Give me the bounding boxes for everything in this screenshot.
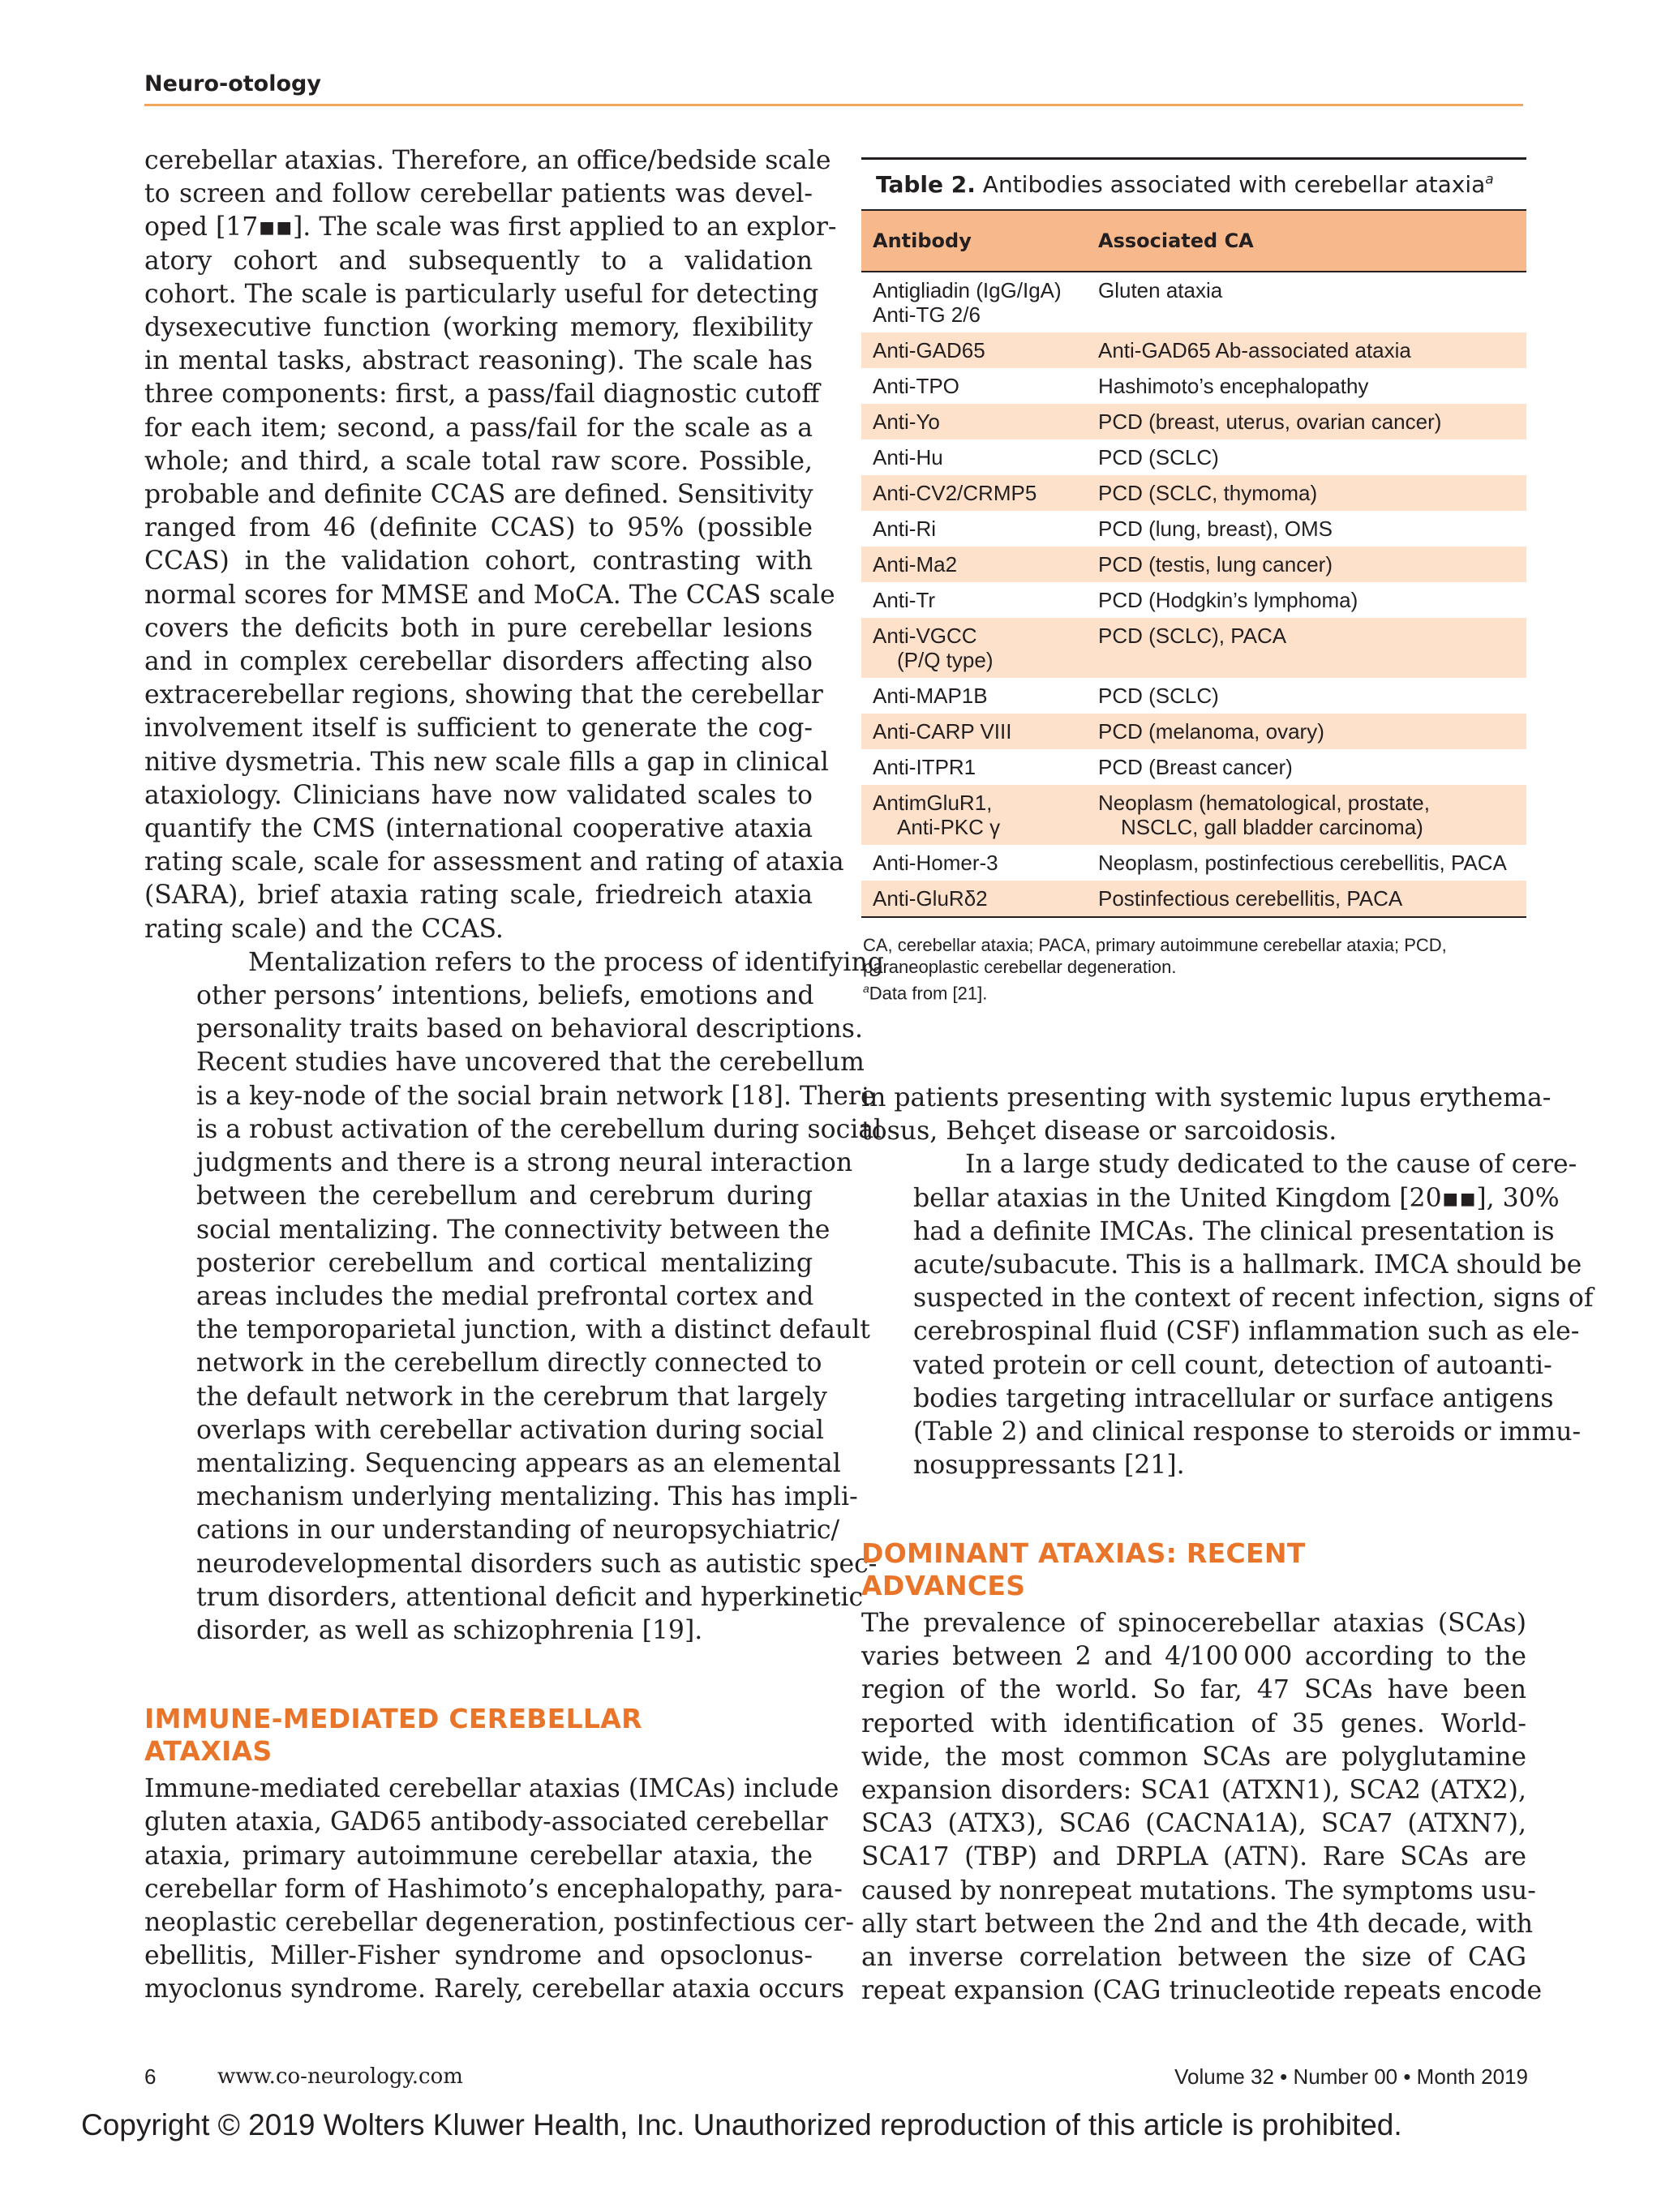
table-cell-associated-ca: Gluten ataxia xyxy=(1098,278,1223,302)
table-cell-associated-ca: Postinfectious cerebellitis, PACA xyxy=(1098,886,1403,911)
text-line: other persons’ intentions, beliefs, emotions and xyxy=(196,981,814,1011)
table-cell-associated-ca: Neoplasm (hematological, prostate, NSCLC, gall bladder carcinoma) xyxy=(1098,791,1430,839)
text-line: ataxia, primary autoimmune cerebellar ataxia, the xyxy=(144,1841,813,1871)
table-cell-antibody: Anti-Ri xyxy=(873,517,937,541)
table-cell-antibody: Anti-Homer-3 xyxy=(873,851,998,875)
text-line: had a definite IMCAs. The clinical presentation is xyxy=(913,1216,1555,1246)
table-header-row xyxy=(861,209,1526,272)
table-caption: Antibodies associated with cerebellar ataxia xyxy=(982,171,1486,198)
left-column xyxy=(144,144,884,2007)
table-cell-antibody: Anti-Ma2 xyxy=(873,552,958,577)
text-line: (Table 2) and clinical response to steroids or immu- xyxy=(913,1417,1582,1447)
header-divider xyxy=(144,104,1523,106)
text-line: gluten ataxia, GAD65 antibody-associated cerebellar xyxy=(144,1807,828,1837)
text-line: CCAS) in the validation cohort, contrasting with xyxy=(144,547,813,577)
table-row xyxy=(861,272,1526,332)
table-row xyxy=(861,332,1526,368)
text-line: cerebrospinal fluid (CSF) inflammation such as ele- xyxy=(913,1317,1580,1347)
table-row xyxy=(861,845,1526,881)
dominant-heading xyxy=(861,1537,1526,1602)
table-cell-associated-ca: PCD (SCLC) xyxy=(1098,445,1219,469)
text-line: Mentalization refers to the process of identifying xyxy=(248,947,884,977)
text-line: dysexecutive function (working memory, flexibility xyxy=(144,313,813,343)
text-line: vated protein or cell count, detection of autoanti- xyxy=(913,1350,1552,1380)
text-line: disorder, as well as schizophrenia [19]. xyxy=(196,1615,703,1645)
table-row xyxy=(861,475,1526,511)
text-line: probable and definite CCAS are defined. Sensitivity xyxy=(144,480,813,510)
text-line: and in complex cerebellar disorders affecting also xyxy=(144,647,813,677)
table-label: Table 2. xyxy=(876,171,976,198)
text-line: network in the cerebellum directly connected to xyxy=(196,1348,822,1378)
text-line: cohort. The scale is particularly useful for detecting xyxy=(144,279,819,309)
table-cell-associated-ca: PCD (melanoma, ovary) xyxy=(1098,719,1324,744)
text-line: region of the world. So far, 47 SCAs have been xyxy=(861,1675,1526,1705)
text-line: (SARA), brief ataxia rating scale, friedreich ataxia xyxy=(144,881,813,911)
text-line: whole; and third, a scale total raw score. Possible, xyxy=(144,446,813,476)
text-line: Immune-mediated cerebellar ataxias (IMCAs) include xyxy=(144,1774,839,1804)
right-paragraph-2 xyxy=(861,1148,1594,1482)
right-column-bottom xyxy=(861,1537,1543,2008)
text-line: in patients presenting with systemic lupus erythema- xyxy=(861,1083,1552,1112)
immune-heading-line2: ATAXIAS xyxy=(144,1735,273,1768)
text-line: oped [17▪▪]. The scale was first applied to an explor- xyxy=(144,212,837,242)
text-line: ataxiology. Clinicians have now validated scales to xyxy=(144,780,813,810)
text-line: reported with identification of 35 genes. World- xyxy=(861,1708,1526,1738)
text-line: to screen and follow cerebellar patients was devel- xyxy=(144,179,813,209)
antibody-table xyxy=(861,157,1526,1004)
text-line: areas includes the medial prefrontal cortex and xyxy=(196,1281,814,1311)
text-line: caused by nonrepeat mutations. The symptoms usu- xyxy=(861,1875,1536,1905)
table-cell-associated-ca: PCD (testis, lung cancer) xyxy=(1098,552,1333,577)
text-line: wide, the most common SCAs are polyglutamine xyxy=(861,1742,1526,1772)
text-line: neoplastic cerebellar degeneration, postinfectious cer- xyxy=(144,1907,855,1937)
text-line: atory cohort and subsequently to a validation xyxy=(144,246,813,276)
table-row xyxy=(861,439,1526,475)
right-column-top xyxy=(861,1082,1594,1482)
table-cell-associated-ca: PCD (Breast cancer) xyxy=(1098,755,1293,779)
table-cell-associated-ca: PCD (SCLC) xyxy=(1098,684,1219,708)
text-line: ally start between the 2nd and the 4th decade, with xyxy=(861,1909,1534,1939)
text-line: involvement itself is sufficient to generate the cog- xyxy=(144,714,813,744)
right-paragraph-3 xyxy=(861,1607,1543,2008)
text-line: varies between 2 and 4/100 000 according to the xyxy=(861,1642,1526,1672)
table-cell-associated-ca: PCD (SCLC, thymoma) xyxy=(1098,481,1318,505)
text-line: personality traits based on behavioral descriptions. xyxy=(196,1014,863,1044)
text-line: for each item; second, a pass/fail for the scale as a xyxy=(144,413,813,443)
text-line: mentalizing. Sequencing appears as an elemental xyxy=(196,1448,841,1478)
table-row xyxy=(861,582,1526,618)
table-cell-antibody: Anti-Yo xyxy=(873,409,940,434)
text-line: quantify the CMS (international cooperative ataxia xyxy=(144,814,813,844)
text-line: tosus, Behçet disease or sarcoidosis. xyxy=(861,1117,1337,1147)
text-line: extracerebellar regions, showing that the cerebellar xyxy=(144,680,823,710)
table-cell-antibody: Anti-GAD65 xyxy=(873,338,985,362)
text-line: nitive dysmetria. This new scale fills a gap in clinical xyxy=(144,747,829,777)
table-cell-associated-ca: Anti-GAD65 Ab-associated ataxia xyxy=(1098,338,1411,362)
table-row xyxy=(861,547,1526,582)
text-line: repeat expansion (CAG trinucleotide repeats encode xyxy=(861,1976,1543,2006)
table-cell-antibody: AntimGluR1, Anti-PKC γ xyxy=(873,791,1001,839)
table-cell-associated-ca: PCD (Hodgkin’s lymphoma) xyxy=(1098,588,1358,612)
table-title-sup: a xyxy=(1485,171,1494,188)
left-paragraph-3 xyxy=(144,1773,855,2006)
text-line: cations in our understanding of neuropsychiatric/ xyxy=(196,1515,840,1545)
text-line: acute/subacute. This is a hallmark. IMCA should be xyxy=(913,1250,1582,1280)
text-line: three components: first, a pass/fail diagnostic cutoff xyxy=(144,379,820,409)
text-line: cerebellar form of Hashimoto’s encephalopathy, para- xyxy=(144,1874,843,1904)
table-footnote xyxy=(861,918,1526,1004)
text-line: posterior cerebellum and cortical mentalizing xyxy=(196,1248,813,1278)
table-footnote-sup: a xyxy=(863,982,869,995)
text-line: rating scale) and the CCAS. xyxy=(144,914,504,944)
text-line: mechanism underlying mentalizing. This has impli- xyxy=(196,1482,858,1512)
text-line: the temporoparietal junction, with a distinct default xyxy=(196,1315,870,1345)
table-footnote-line1: CA, cerebellar ataxia; PACA, primary autoimmune cerebellar ataxia; PCD, xyxy=(863,935,1447,955)
text-line: between the cerebellum and cerebrum during xyxy=(196,1181,813,1211)
table-cell-antibody: Anti-CV2/CRMP5 xyxy=(873,481,1037,505)
text-line: in mental tasks, abstract reasoning). The scale has xyxy=(144,346,813,376)
table-header-antibody: Antibody xyxy=(873,229,972,252)
text-line: is a robust activation of the cerebellum during social xyxy=(196,1114,882,1144)
text-line: ranged from 46 (definite CCAS) to 95% (possible xyxy=(144,513,813,543)
text-line: judgments and there is a strong neural interaction xyxy=(196,1148,853,1178)
issue-info: Volume 32 • Number 00 • Month 2019 xyxy=(1174,2064,1528,2089)
table-row xyxy=(861,678,1526,714)
table-cell-antibody: Anti-VGCC (P/Q type) xyxy=(873,624,994,672)
table-row xyxy=(861,368,1526,404)
table-cell-associated-ca: PCD (breast, uterus, ovarian cancer) xyxy=(1098,409,1442,434)
table-cell-antibody: Anti-CARP VIII xyxy=(873,719,1012,744)
table-row xyxy=(861,714,1526,749)
left-paragraph-1 xyxy=(144,144,844,946)
text-line: SCA3 (ATX3), SCA6 (CACNA1A), SCA7 (ATXN7), xyxy=(861,1809,1526,1839)
text-line: trum disorders, attentional deficit and hyperkinetic xyxy=(196,1582,864,1612)
immune-heading xyxy=(144,1703,813,1768)
table-footnote-line3: Data from [21]. xyxy=(869,983,988,1004)
text-line: the default network in the cerebrum that largely xyxy=(196,1382,827,1412)
table-cell-antibody: Anti-Tr xyxy=(873,588,936,612)
table-cell-antibody: Anti-Hu xyxy=(873,445,943,469)
copyright-notice: Copyright © 2019 Wolters Kluwer Health, Inc. Unauthorized reproduction of this article is prohibited. xyxy=(81,2108,1402,2141)
text-line: suspected in the context of recent infection, signs of xyxy=(913,1284,1594,1314)
table-cell-associated-ca: PCD (SCLC), PACA xyxy=(1098,624,1287,648)
left-paragraph-2 xyxy=(144,946,884,1648)
table-cell-antibody: Anti-GluRδ2 xyxy=(873,886,988,911)
dominant-heading-line2: ADVANCES xyxy=(861,1570,1026,1601)
text-line: SCA17 (TBP) and DRPLA (ATN). Rare SCAs are xyxy=(861,1842,1526,1872)
table-row xyxy=(861,881,1526,916)
journal-website-link[interactable]: www.co-neurology.com xyxy=(217,2064,463,2089)
table-row xyxy=(861,618,1526,678)
page-number: 6 xyxy=(144,2064,157,2089)
table-cell-associated-ca: Neoplasm, postinfectious cerebellitis, PACA xyxy=(1098,851,1507,875)
text-line: cerebellar ataxias. Therefore, an office/bedside scale xyxy=(144,146,831,175)
table-row xyxy=(861,749,1526,785)
text-line: nosuppressants [21]. xyxy=(913,1451,1185,1481)
text-line: Recent studies have uncovered that the cerebellum xyxy=(196,1048,865,1078)
text-line: myoclonus syndrome. Rarely, cerebellar ataxia occurs xyxy=(144,1974,845,2004)
text-line: covers the deficits both in pure cerebellar lesions xyxy=(144,613,813,643)
table-row xyxy=(861,511,1526,547)
table-header-associated-ca: Associated CA xyxy=(1098,229,1254,252)
text-line: is a key-node of the social brain network [18]. There xyxy=(196,1081,876,1111)
text-line: rating scale, scale for assessment and rating of ataxia xyxy=(144,847,844,877)
table-row xyxy=(861,404,1526,439)
table-cell-associated-ca: PCD (lung, breast), OMS xyxy=(1098,517,1333,541)
text-line: an inverse correlation between the size of CAG xyxy=(861,1943,1526,1973)
dominant-heading-line1: DOMINANT ATAXIAS: RECENT xyxy=(861,1537,1306,1569)
text-line: expansion disorders: SCA1 (ATXN1), SCA2 (ATX2), xyxy=(861,1776,1526,1806)
table-cell-antibody: Antigliadin (IgG/IgA) Anti-TG 2/6 xyxy=(873,278,1062,327)
text-line: bodies targeting intracellular or surface antigens xyxy=(913,1383,1554,1413)
table-title xyxy=(861,160,1526,209)
right-paragraph-1 xyxy=(861,1082,1552,1148)
table-cell-antibody: Anti-TPO xyxy=(873,374,959,398)
text-line: ebellitis, Miller-Fisher syndrome and opsoclonus- xyxy=(144,1941,813,1971)
table-body xyxy=(861,272,1526,916)
text-line: bellar ataxias in the United Kingdom [20▪▪], 30% xyxy=(913,1183,1560,1213)
table-cell-associated-ca: Hashimoto’s encephalopathy xyxy=(1098,374,1369,398)
text-line: normal scores for MMSE and MoCA. The CCAS scale xyxy=(144,580,835,610)
text-line: The prevalence of spinocerebellar ataxias (SCAs) xyxy=(861,1609,1526,1638)
text-line: neurodevelopmental disorders such as autistic spec- xyxy=(196,1549,878,1579)
table-footnote-line2: paraneoplastic cerebellar degeneration. xyxy=(863,957,1177,977)
text-line: In a large study dedicated to the cause of cere- xyxy=(965,1150,1577,1180)
table-cell-antibody: Anti-MAP1B xyxy=(873,684,988,708)
table-row xyxy=(861,785,1526,845)
immune-heading-line1: IMMUNE-MEDIATED CEREBELLAR xyxy=(144,1703,642,1735)
table-cell-antibody: Anti-ITPR1 xyxy=(873,755,976,779)
section-label: Neuro-otology xyxy=(144,71,321,96)
text-line: social mentalizing. The connectivity between the xyxy=(196,1215,830,1245)
text-line: overlaps with cerebellar activation during social xyxy=(196,1415,824,1445)
